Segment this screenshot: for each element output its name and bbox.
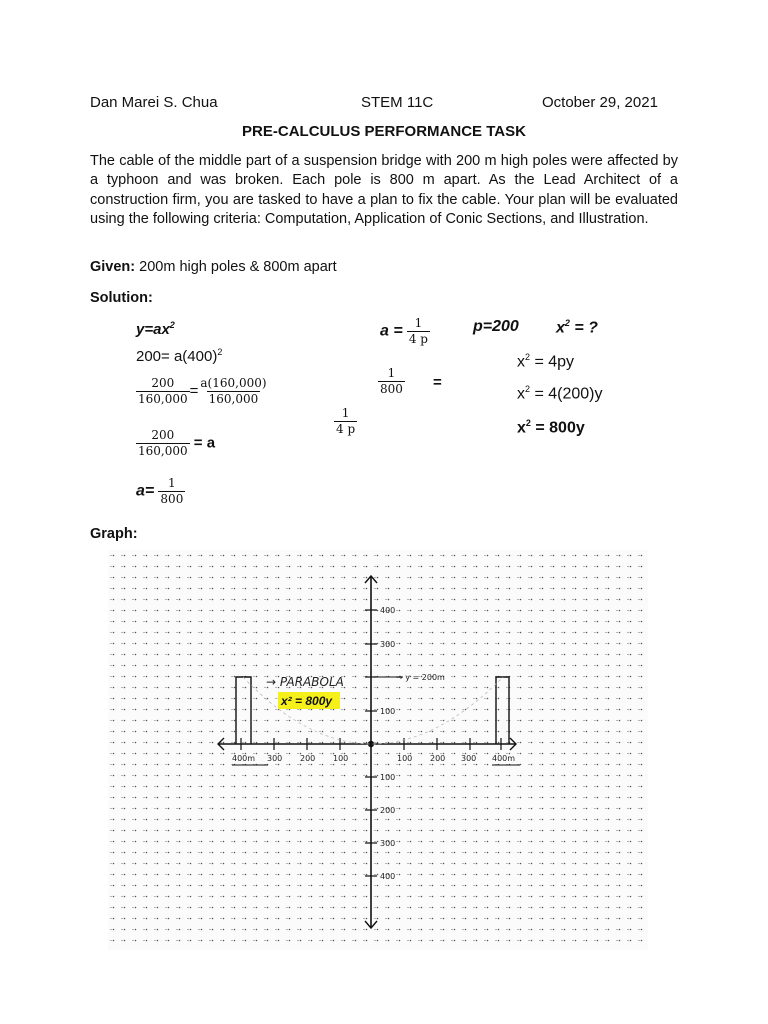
fraction — [158, 476, 185, 507]
eq-final-answer — [517, 418, 585, 437]
x-tick-label: 100 — [333, 754, 349, 763]
eq-exponent: 2 — [564, 318, 570, 328]
x-tick-label: 400m — [492, 754, 516, 763]
given-label: Given: — [90, 259, 136, 275]
y-tick-label: 100 — [380, 773, 396, 782]
eq-exponent: 2 — [217, 347, 223, 357]
given-line — [90, 259, 337, 275]
class-section: STEM 11C — [361, 94, 434, 111]
equals-sign: = — [189, 382, 199, 400]
document-title: PRE-CALCULUS PERFORMANCE TASK — [242, 123, 526, 140]
eq-fraction-left — [378, 366, 405, 397]
problem-statement: The cable of the middle part of a suspension bridge with 200 m high poles were affected by a typhoon and was broken. Each pole is 800 m apart. As the Lead Architect of a construction firm, you are tasked to have a plan to fix the cable. Your plan will be evaluated using the following criteria: Computation, Application of Conic Sections, and Illustration. — [90, 153, 678, 228]
eq-text: x — [517, 353, 525, 371]
x-tick-label: 300 — [267, 754, 283, 763]
fraction — [136, 376, 190, 407]
p-value: p=200 — [473, 318, 519, 335]
document-date: October 29, 2021 — [542, 94, 658, 111]
graph-label: Graph: — [90, 526, 138, 542]
eq-solve-a — [136, 428, 215, 459]
parabola-equation: x² = 800y — [281, 694, 333, 708]
numerator: 1 — [387, 366, 396, 380]
denominator: 160,000 — [138, 392, 188, 406]
eq-a-formula — [380, 316, 430, 347]
numerator: 200 — [151, 376, 175, 390]
eq-substituted-p — [517, 384, 603, 403]
graph-grid — [108, 550, 648, 950]
y-tick-label: 200 — [380, 806, 396, 815]
x-tick-label: 200 — [300, 754, 316, 763]
y-tick-label: 100 — [380, 707, 396, 716]
numerator: 200 — [151, 428, 175, 442]
eq-exponent: 2 — [169, 320, 175, 330]
solution-label: Solution: — [90, 290, 153, 306]
pole-height-note: → y = 200m — [396, 673, 445, 682]
eq-text: = 4(200)y — [530, 385, 603, 403]
denominator: 800 — [380, 382, 403, 396]
eq-a-result — [136, 476, 185, 507]
eq-text: = 800y — [530, 419, 585, 437]
eq-text: = 4py — [530, 353, 575, 371]
y-tick-label: 400 — [380, 872, 396, 881]
eq-text: y=ax — [136, 321, 170, 338]
eq-text: x — [517, 385, 525, 403]
given-text: 200m high poles & 800m apart — [139, 259, 337, 275]
fraction — [136, 428, 190, 459]
fraction — [334, 406, 357, 437]
denominator: 4 p — [336, 422, 356, 436]
x-tick-label: 400m — [232, 754, 256, 763]
student-name: Dan Marei S. Chua — [90, 94, 218, 111]
eq-substitution — [136, 347, 222, 365]
denominator: 4 p — [408, 332, 428, 346]
bridge-parabola-graph — [108, 550, 648, 950]
x-tick-label: 200 — [430, 754, 446, 763]
eq-exponent: 2 — [525, 352, 531, 362]
y-tick-label: 400 — [380, 606, 396, 615]
parabola-label: → PARABOLA — [266, 675, 344, 689]
numerator: a(160,000) — [200, 376, 267, 390]
x-squared-question — [556, 318, 598, 337]
numerator: 1 — [414, 316, 423, 330]
eq-equals-sign: = — [433, 374, 442, 391]
y-tick-label: 300 — [380, 640, 396, 649]
y-tick-label: 300 — [380, 839, 396, 848]
eq-exponent: 2 — [525, 384, 531, 394]
x-tick-label: 300 — [461, 754, 477, 763]
a-label: a = — [380, 322, 403, 340]
fraction — [407, 316, 430, 347]
eq-text: = ? — [569, 319, 598, 337]
numerator: 1 — [341, 406, 350, 420]
eq-text: x — [517, 419, 526, 437]
eq-exponent: 2 — [525, 418, 531, 428]
eq-divide-both-sides — [136, 376, 269, 407]
eq-general-form — [136, 320, 175, 338]
a-label: a= — [136, 482, 155, 500]
denominator: 160,000 — [138, 444, 188, 458]
eq-text: x — [556, 319, 565, 337]
fraction — [198, 376, 268, 407]
eq-standard-form — [517, 352, 574, 371]
eq-fraction-right — [334, 406, 357, 437]
denominator: 800 — [160, 492, 184, 506]
equals-a: = a — [193, 434, 216, 452]
eq-text: 200= a(400) — [136, 348, 218, 365]
numerator: 1 — [168, 476, 176, 490]
fraction — [378, 366, 405, 397]
denominator: 160,000 — [208, 392, 259, 406]
x-tick-label: 100 — [397, 754, 413, 763]
